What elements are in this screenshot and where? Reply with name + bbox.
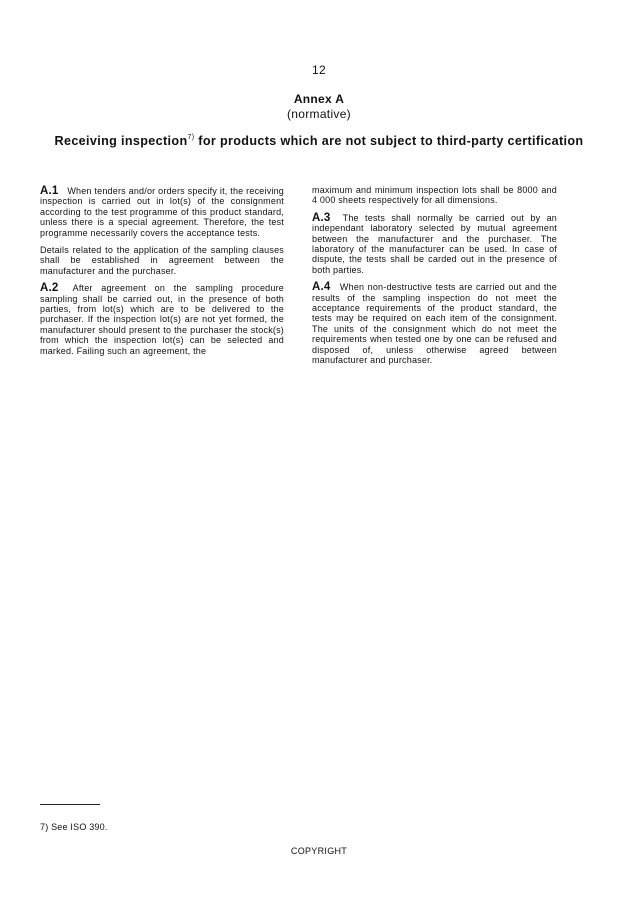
clause-a3 bbox=[312, 213, 557, 275]
clause-details bbox=[40, 245, 284, 276]
clause-a3-text: The tests shall normally be carried out by an independant laboratory selected by mutual agreement between the manufacturer and the purchaser. The laboratory of the manufacturer can be used. In case of dispute, the tests shall be carded out in the presence of both parties. bbox=[312, 212, 557, 275]
clause-a1-number: A.1 bbox=[40, 185, 59, 197]
clause-a1 bbox=[40, 186, 284, 238]
footnote-divider bbox=[40, 804, 100, 805]
clause-a4-number: A.4 bbox=[312, 281, 331, 294]
heading-text-start: Receiving inspection bbox=[54, 134, 188, 148]
clause-a1-text: When tenders and/or orders specify it, the receiving inspection is carried out in lot(s) of the consignment according to the test programme of this product standard, unless there is a special agreement. Therefore, the test programme necessarily covers the acceptance tests. bbox=[40, 186, 284, 238]
footnote-reference: 7) bbox=[187, 134, 195, 141]
clause-a2-text: After agreement on the sampling procedure sampling shall be carried out, in the presence of both parties, from lot(s) which are to be delivered to the purchaser. If the inspection lot(s) are not yet formed, the manufacturer should present to the purchaser the stock(s) from which the inspection lot(s) can be selected and marked. Failing such an agreement, the bbox=[40, 283, 284, 356]
annex-title: Annex A bbox=[293, 92, 345, 106]
heading-text-end: for products which are not subject to third-party certification bbox=[194, 134, 584, 148]
clause-a4-text: When non-destructive tests are carried out and the results of the sampling inspection do not meet the acceptance requirements of the product standard, the tests may be required on each item of the consignment. The units of the consignment which do not meet the requirements when tested one by one can be refused and disposed of, unless otherwise agreed between manufacturer and purchaser. bbox=[312, 282, 558, 366]
clause-a4 bbox=[312, 282, 557, 365]
section-heading bbox=[40, 129, 598, 150]
annex-subtitle: (normative) bbox=[287, 107, 351, 121]
left-column bbox=[40, 186, 284, 363]
right-column bbox=[312, 185, 557, 373]
copyright-footer: COPYRIGHT bbox=[290, 846, 348, 856]
page-number: 12 bbox=[312, 63, 326, 77]
clause-a3-number: A.3 bbox=[312, 211, 331, 224]
clause-a2 bbox=[40, 283, 284, 356]
clause-details-text: Details related to the application of the sampling clauses shall be established in agreement between the manufacturer and the purchaser. bbox=[40, 245, 284, 276]
clause-a2-continuation bbox=[312, 185, 557, 206]
clause-a2-number: A.2 bbox=[40, 282, 59, 295]
clause-a2-continuation-text: maximum and minimum inspection lots shall be 8000 and 4 000 sheets respectively for all dimensions. bbox=[312, 185, 557, 206]
footnote: 7) See ISO 390. bbox=[40, 822, 108, 832]
